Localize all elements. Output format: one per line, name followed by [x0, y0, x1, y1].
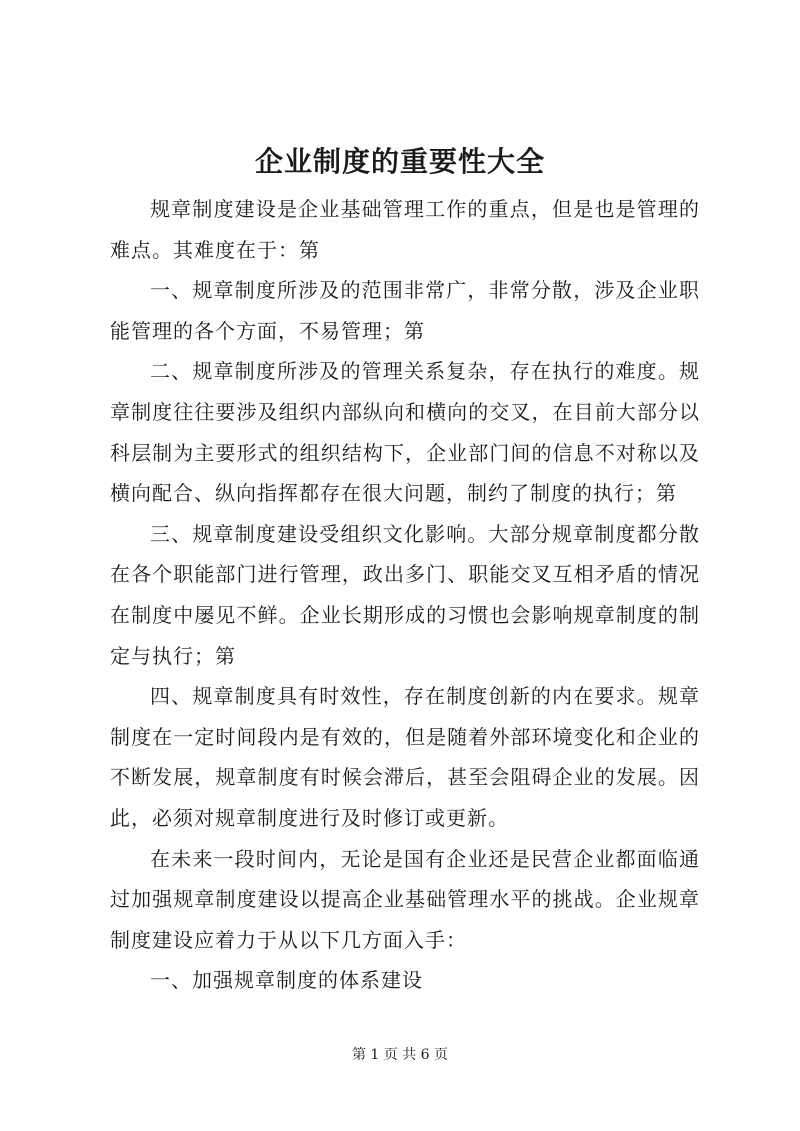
paragraph-2: 一、规章制度所涉及的范围非常广，非常分散，涉及企业职能管理的各个方面，不易管理；第 — [110, 278, 700, 343]
paragraph-6: 在未来一段时间内，无论是国有企业还是民营企业都面临通过加强规章制度建设以提高企业基础管理水平的挑战。企业规章制度建设应着力于从以下几方面入手： — [110, 846, 700, 952]
paragraph-4: 三、规章制度建设受组织文化影响。大部分规章制度都分散在各个职能部门进行管理，政出多门、职能交叉互相矛盾的情况在制度中屡见不鲜。企业长期形成的习惯也会影响规章制度的制定与执行；第 — [110, 521, 700, 668]
paragraph-1: 规章制度建设是企业基础管理工作的重点，但是也是管理的难点。其难度在于：第 — [110, 197, 700, 262]
paragraph-3: 二、规章制度所涉及的管理关系复杂，存在执行的难度。规章制度往往要涉及组织内部纵向和横向的交叉，在目前大部分以科层制为主要形式的组织结构下，企业部门间的信息不对称以及横向配合、纵向指挥都存在很大问题，制约了制度的执行；第 — [110, 359, 700, 506]
document-body — [110, 189, 700, 1001]
paragraph-5: 四、规章制度具有时效性，存在制度创新的内在要求。规章制度在一定时间段内是有效的，但是随着外部环境变化和企业的不断发展，规章制度有时候会滞后，甚至会阻碍企业的发展。因此，必须对规章制度进行及时修订或更新。 — [110, 684, 700, 830]
page-number-footer: 第 1 页 共 6 页 — [351, 1047, 449, 1063]
paragraph-7: 一、加强规章制度的体系建设 — [150, 968, 423, 993]
document-title: 企业制度的重要性大全 — [254, 145, 545, 178]
